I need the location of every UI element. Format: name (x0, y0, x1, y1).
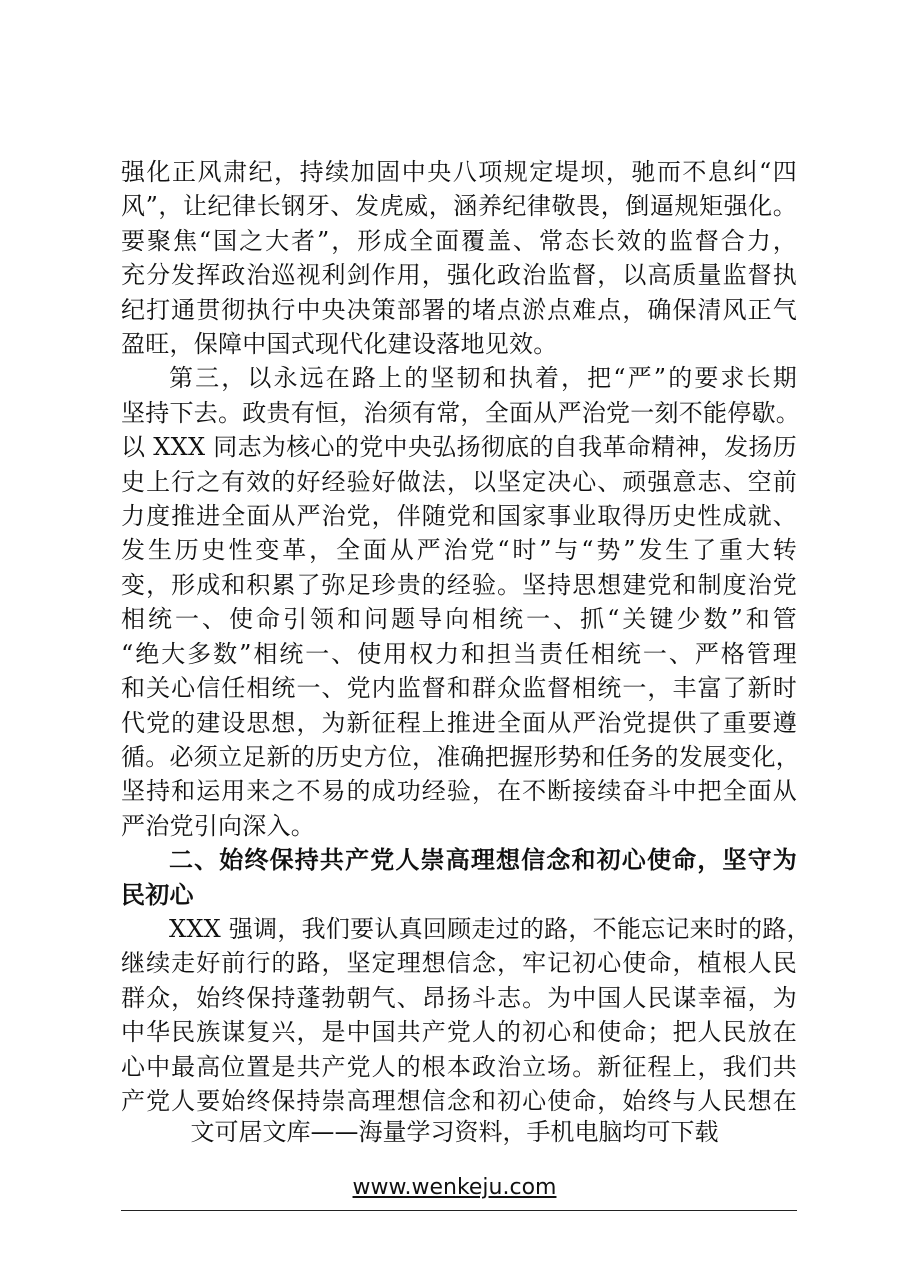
paragraph-first-line: 第三，以永远在路上的坚韧和执着，把“严”的要求长期 (169, 364, 797, 393)
body-line: 以 XXX 同志为核心的党中央弘扬彻底的自我革命精神，发扬历 (121, 433, 797, 462)
footer-url-link[interactable]: www.wenkeju.com (352, 1175, 557, 1200)
body-line: 强化正风肃纪，持续加固中央八项规定堤坝，驰而不息纠“四 (121, 158, 797, 186)
body-line: 代党的建设思想，为新征程上推进全面从严治党提供了重要遵 (121, 708, 797, 737)
body-line: 严治党引向深入。 (121, 811, 315, 840)
body-line: 产党人要始终保持崇高理想信念和初心使命，始终与人民想在 (121, 1087, 797, 1115)
body-line: 循。必须立足新的历史方位，准确把握形势和任务的发展变化， (121, 742, 800, 771)
body-line: 坚持和运用来之不易的成功经验，在不断接续奋斗中把全面从 (121, 777, 797, 806)
footer-slogan: 文可居文库——海量学习资料，手机电脑均可下载 (190, 1118, 719, 1146)
body-line: 相统一、使命引领和问题导向相统一、抓“关键少数”和管 (121, 605, 797, 634)
body-line: 纪打通贯彻执行中央决策部署的堵点淤点难点，确保清风正气 (121, 295, 797, 324)
body-line: 中华民族谋复兴，是中国共产党人的初心和使命；把人民放在 (121, 1018, 797, 1047)
body-line: 继续走好前行的路，坚定理想信念，牢记初心使命，植根人民 (121, 949, 797, 978)
body-line: “绝大多数”相统一、使用权力和担当责任相统一、严格管理 (121, 639, 797, 668)
body-line: 力度推进全面从严治党，伴随党和国家事业取得历史性成就、 (121, 502, 797, 531)
section-heading: 民初心 (121, 880, 194, 909)
body-line: 变，形成和积累了弥足珍贵的经验。坚持思想建党和制度治党 (121, 570, 797, 599)
body-line: 心中最高位置是共产党人的根本政治立场。新征程上，我们共 (121, 1052, 797, 1081)
footer-divider (121, 1210, 797, 1211)
body-line: 风”，让纪律长钢牙、发虎威，涵养纪律敬畏，倒逼规矩强化。 (121, 192, 797, 221)
body-line: 充分发挥政治巡视利剑作用，强化政治监督，以高质量监督执 (121, 261, 797, 290)
section-heading: 二、始终保持共产党人崇高理想信念和初心使命，坚守为 (169, 846, 797, 875)
body-line: 发生历史性变革，全面从严治党“时”与“势”发生了重大转 (121, 536, 797, 565)
body-line: 史上行之有效的好经验好做法，以坚定决心、顽强意志、空前 (121, 467, 797, 496)
body-line: 坚持下去。政贵有恒，治须有常，全面从严治党一刻不能停歇。 (121, 398, 800, 427)
body-line: 群众，始终保持蓬勃朝气、昂扬斗志。为中国人民谋幸福，为 (121, 983, 797, 1012)
body-line: 要聚焦“国之大者”，形成全面覆盖、常态长效的监督合力， (121, 226, 797, 255)
paragraph-first-line: XXX 强调，我们要认真回顾走过的路，不能忘记来时的路， (169, 914, 811, 943)
body-line: 盈旺，保障中国式现代化建设落地见效。 (121, 330, 558, 359)
body-line: 和关心信任相统一、党内监督和群众监督相统一，丰富了新时 (121, 674, 797, 703)
